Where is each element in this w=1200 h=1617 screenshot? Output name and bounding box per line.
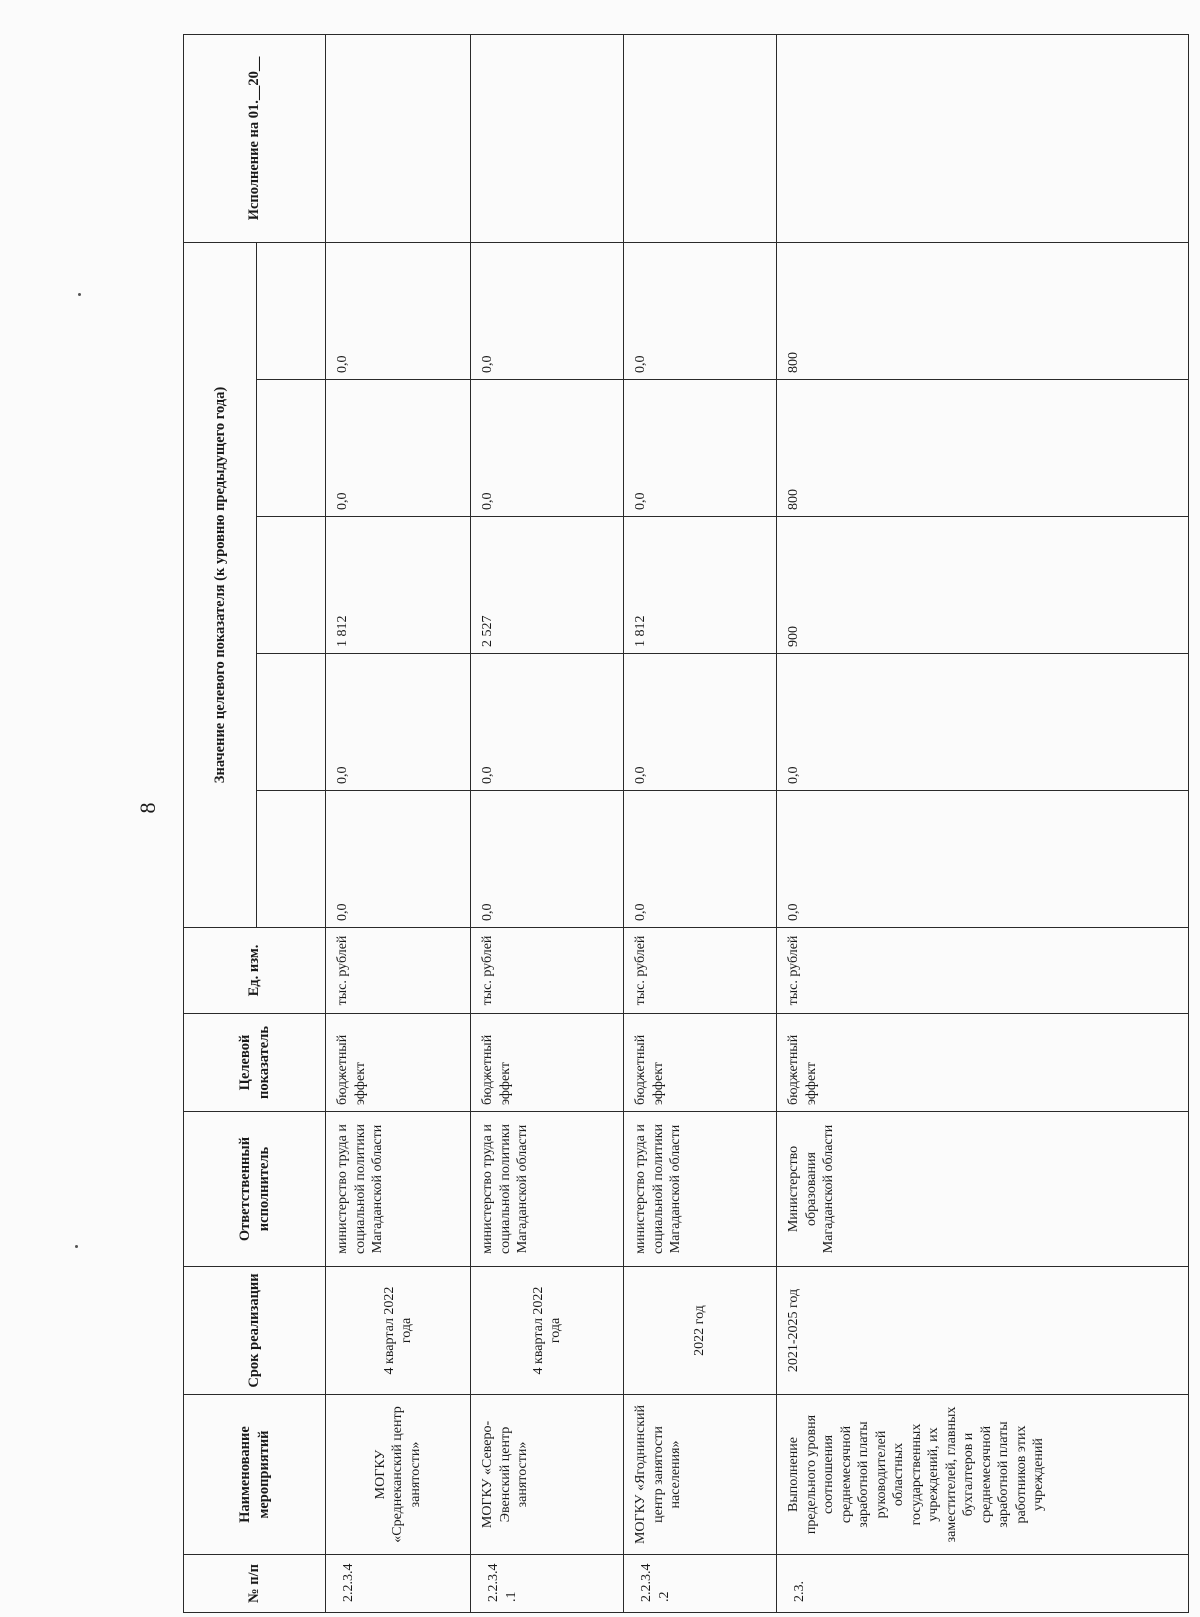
row-execution [624, 34, 777, 242]
row-value-4: 0,0 [326, 380, 471, 517]
header-num: № п/п [184, 1555, 326, 1613]
row-value-5: 800 [777, 242, 1189, 379]
row-value-3: 1 812 [624, 517, 777, 654]
row-execution [326, 34, 471, 242]
header-value-group: Значение целевого показателя (к уровню предыдущего года) [184, 242, 257, 927]
header-value-col-2 [257, 654, 326, 791]
row-name: МОГКУ «Ягоднинский центр занятости населения» [624, 1395, 777, 1555]
row-period: 4 квартал 2022 года [326, 1267, 471, 1395]
header-indicator: Целевой показатель [184, 1014, 326, 1112]
row-value-4: 800 [777, 380, 1189, 517]
row-executor: министерство труда и социальной политики Магаданской области [471, 1112, 624, 1267]
row-name: МОГКУ «Среднеканский центр занятости» [326, 1395, 471, 1555]
row-indicator: бюджетный эффект [471, 1014, 624, 1112]
row-unit: тыс. рублей [777, 928, 1189, 1014]
row-value-1: 0,0 [624, 791, 777, 928]
row-value-3: 1 812 [326, 517, 471, 654]
row-executor: министерство труда и социальной политики Магаданской области [326, 1112, 471, 1267]
row-unit: тыс. рублей [624, 928, 777, 1014]
row-period: 4 квартал 2022 года [471, 1267, 624, 1395]
table-row [326, 34, 471, 1612]
header-unit: Ед. изм. [184, 928, 326, 1014]
header-value-col-5 [257, 242, 326, 379]
row-period: 2021-2025 год [777, 1267, 1189, 1395]
row-value-1: 0,0 [326, 791, 471, 928]
target-indicators-table [183, 34, 1189, 1613]
row-execution [471, 34, 624, 242]
row-indicator: бюджетный эффект [326, 1014, 471, 1112]
row-value-5: 0,0 [624, 242, 777, 379]
header-executor: Ответственный исполнитель [184, 1112, 326, 1267]
rotated-table-sheet [183, 35, 1189, 1613]
row-value-2: 0,0 [471, 654, 624, 791]
row-execution [777, 34, 1189, 242]
row-value-3: 2 527 [471, 517, 624, 654]
row-value-2: 0,0 [624, 654, 777, 791]
row-num: 2.2.3.4.1 [471, 1555, 624, 1613]
scan-speck [75, 1245, 78, 1248]
row-unit: тыс. рублей [471, 928, 624, 1014]
row-unit: тыс. рублей [326, 928, 471, 1014]
row-period: 2022 год [624, 1267, 777, 1395]
page-number: 8 [135, 802, 160, 814]
row-executor: Министерство образования Магаданской области [777, 1112, 1189, 1267]
header-value-col-1 [257, 791, 326, 928]
header-value-col-3 [257, 517, 326, 654]
row-value-5: 0,0 [471, 242, 624, 379]
row-value-4: 0,0 [471, 380, 624, 517]
row-value-2: 0,0 [777, 654, 1189, 791]
header-period: Срок реализации [184, 1267, 326, 1395]
row-value-1: 0,0 [777, 791, 1189, 928]
table-row [471, 34, 624, 1612]
header-value-col-4 [257, 380, 326, 517]
row-name: Выполнение предельного уровня соотношения среднемесячной заработной платы руководителей областных государственных учреждений, их заместителей, главных бухгалтеров и среднемесячной заработной платы работников этих учреждений [777, 1395, 1189, 1555]
row-value-2: 0,0 [326, 654, 471, 791]
table-row [777, 34, 1189, 1612]
row-indicator: бюджетный эффект [624, 1014, 777, 1112]
row-name: МОГКУ «Северо-Эвенский центр занятости» [471, 1395, 624, 1555]
row-num: 2.2.3.4 [326, 1555, 471, 1613]
row-num: 2.2.3.4.2 [624, 1555, 777, 1613]
row-value-1: 0,0 [471, 791, 624, 928]
row-executor: министерство труда и социальной политики Магаданской области [624, 1112, 777, 1267]
row-value-5: 0,0 [326, 242, 471, 379]
header-name: Наименование мероприятий [184, 1395, 326, 1555]
row-num: 2.3. [777, 1555, 1189, 1613]
row-indicator: бюджетный эффект [777, 1014, 1189, 1112]
row-value-4: 0,0 [624, 380, 777, 517]
table-row [624, 34, 777, 1612]
row-value-3: 900 [777, 517, 1189, 654]
scan-speck [78, 293, 81, 296]
header-execution: Исполнение на 01.__20__ [184, 34, 326, 242]
